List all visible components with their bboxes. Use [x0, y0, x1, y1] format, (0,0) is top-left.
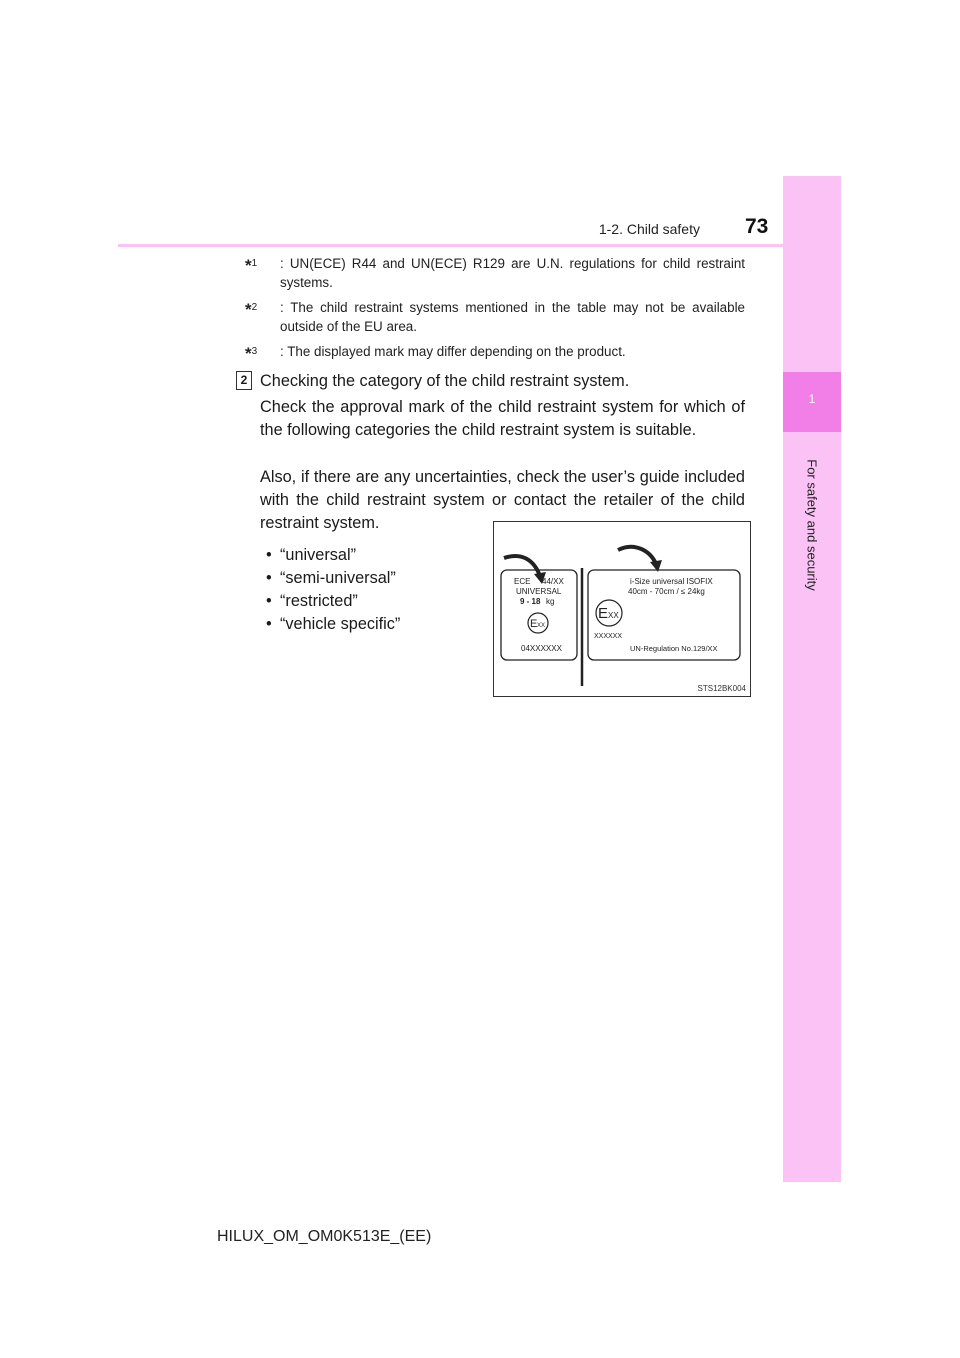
- r129-size-text: 40cm - 70cm / ≤ 24kg: [628, 587, 705, 596]
- approval-mark-illustration: [494, 522, 750, 696]
- step-paragraph-1: Check the approval mark of the child restraint system for which of the following categories the child restraint system is suitable.: [260, 398, 745, 439]
- step-title: Checking the category of the child restraint system.: [260, 372, 630, 390]
- list-item: • “restricted”: [266, 592, 358, 610]
- page-number: 73: [745, 215, 769, 238]
- r129-regulation-text: UN-Regulation No.129/XX: [630, 644, 718, 653]
- footnote-2: [245, 298, 745, 336]
- arrow-icon: [618, 547, 656, 564]
- r44-weight-unit: kg: [546, 597, 555, 606]
- r44-emblem-e: E: [530, 618, 538, 630]
- chapter-side-tab: [783, 176, 841, 1182]
- step-paragraph-2: Also, if there are any uncertainties, check the user’s guide included with the child restraint system or contact the retailer of the child restraint system.: [260, 468, 745, 532]
- footnote-star: *: [245, 300, 252, 319]
- r44-weight-text: 9 - 18: [520, 597, 541, 606]
- arrow-icon: [504, 556, 540, 576]
- chapter-number: 1: [808, 392, 816, 406]
- r129-emblem-xx: XX: [608, 611, 619, 620]
- footnote-text: : The displayed mark may differ depending on the product.: [280, 344, 626, 359]
- footnote-text: : UN(ECE) R44 and UN(ECE) R129 are U.N. regulations for child restraint systems.: [280, 256, 745, 290]
- category-list: [266, 544, 400, 636]
- list-item: • “semi-universal”: [266, 569, 396, 587]
- figure-code: STS12BK004: [697, 684, 746, 693]
- section-title: 1-2. Child safety: [598, 221, 700, 237]
- step-number-box: 2: [236, 371, 252, 390]
- approval-mark-figure: [493, 521, 751, 697]
- r44-ece-text: ECE: [514, 577, 531, 586]
- r129-emblem-e: E: [598, 605, 609, 622]
- footnote-number: 2: [251, 302, 258, 313]
- footnote-star: *: [245, 256, 252, 275]
- footnote-number: 3: [251, 346, 258, 357]
- list-item: • “vehicle specific”: [266, 615, 401, 633]
- footnote-text: : The child restraint systems mentioned in the table may not be available outside of the EU area.: [280, 300, 745, 334]
- r44-regulation-text: 44/XX: [542, 577, 564, 586]
- header-divider: [118, 244, 841, 247]
- r129-approval-code: XXXXXX: [594, 633, 623, 640]
- chapter-label: For safety and security: [804, 459, 820, 591]
- footnote-number: 1: [251, 258, 258, 269]
- list-item: • “universal”: [266, 546, 357, 564]
- r44-approval-code: 04XXXXXX: [521, 644, 562, 653]
- r44-universal-text: UNIVERSAL: [516, 587, 562, 596]
- document-id: HILUX_OM_OM0K513E_(EE): [217, 1228, 432, 1245]
- footnote-3: [245, 342, 745, 361]
- footnote-star: *: [245, 344, 252, 363]
- footnote-1: [245, 254, 745, 292]
- r129-isofix-text: i-Size universal ISOFIX: [630, 577, 713, 586]
- r44-emblem-xx: XX: [537, 623, 546, 629]
